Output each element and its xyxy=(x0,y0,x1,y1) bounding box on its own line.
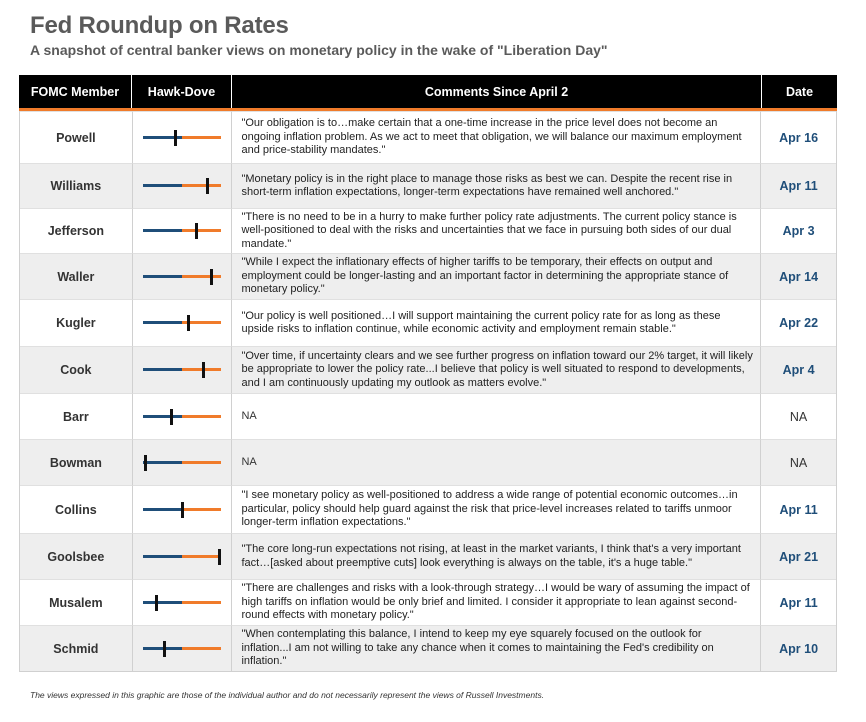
comment-text: "While I expect the inflationary effects of higher tariffs to be temporary, their effects on output and employment could be longer-lasting and an important factor in determining the appropriate stance of monetary policy." xyxy=(231,253,760,299)
hawk-dove-cell xyxy=(132,208,232,253)
member-name: Cook xyxy=(20,346,132,393)
stance-marker xyxy=(163,641,166,657)
hawk-segment xyxy=(182,275,221,278)
table-row xyxy=(20,625,836,671)
member-name: Jefferson xyxy=(20,208,132,253)
member-name: Powell xyxy=(20,111,132,163)
hawk-segment xyxy=(182,136,221,139)
page-title: Fed Roundup on Rates xyxy=(30,12,289,39)
dove-segment xyxy=(143,555,182,558)
member-name: Goolsbee xyxy=(20,533,132,579)
table-row xyxy=(20,439,836,485)
stance-marker xyxy=(210,269,213,285)
stance-marker xyxy=(206,178,209,194)
table-row xyxy=(20,533,836,579)
column-header-comments: Comments Since April 2 xyxy=(231,75,761,108)
member-name: Bowman xyxy=(20,439,132,485)
table-row xyxy=(20,346,836,393)
hawk-segment xyxy=(182,184,221,187)
comment-text: "Over time, if uncertainty clears and we see further progress on inflation toward our 2% target, it will likely be appropriate to lower the policy rate...I believe that policy is well situated to respond to developments, and I am continuously updating my outlook as matters evolve." xyxy=(231,346,760,393)
table-row xyxy=(20,253,836,299)
hawk-dove-cell xyxy=(132,625,232,671)
dove-segment xyxy=(143,415,182,418)
comment-date: Apr 11 xyxy=(760,485,836,533)
dove-segment xyxy=(143,229,182,232)
comment-date: Apr 3 xyxy=(760,208,836,253)
member-name: Schmid xyxy=(20,625,132,671)
dove-segment xyxy=(143,601,182,604)
dove-segment xyxy=(143,184,182,187)
dove-segment xyxy=(143,368,182,371)
hawk-dove-scale xyxy=(143,315,221,331)
hawk-segment xyxy=(182,415,221,418)
comment-date: Apr 16 xyxy=(760,111,836,163)
table-row xyxy=(20,208,836,253)
stance-marker xyxy=(155,595,158,611)
hawk-dove-scale xyxy=(143,549,221,565)
hawk-dove-scale xyxy=(143,223,221,239)
comment-date: Apr 4 xyxy=(760,346,836,393)
hawk-dove-cell xyxy=(132,299,232,346)
dove-segment xyxy=(143,461,182,464)
dove-segment xyxy=(143,275,182,278)
hawk-dove-scale xyxy=(143,362,221,378)
table-row xyxy=(20,163,836,208)
hawk-dove-scale xyxy=(143,409,221,425)
column-header-date: Date xyxy=(761,75,837,108)
comment-date: NA xyxy=(760,393,836,439)
hawk-dove-cell xyxy=(132,485,232,533)
dove-segment xyxy=(143,508,182,511)
hawk-dove-cell xyxy=(132,253,232,299)
stance-marker xyxy=(144,455,147,471)
hawk-segment xyxy=(182,461,221,464)
hawk-dove-cell xyxy=(132,393,232,439)
comment-text: "When contemplating this balance, I intend to keep my eye squarely focused on the outlook for inflation...I am not willing to take any chance when it comes to maintaining the Fed's credibility on inflation." xyxy=(231,625,760,671)
comment-date: NA xyxy=(760,439,836,485)
stance-marker xyxy=(187,315,190,331)
column-header-hawk-dove: Hawk-Dove xyxy=(131,75,231,108)
table-row xyxy=(20,393,836,439)
member-name: Waller xyxy=(20,253,132,299)
hawk-segment xyxy=(182,508,221,511)
footnote: The views expressed in this graphic are those of the individual author and do not necessarily represent the views of Russell Investments. xyxy=(30,690,545,700)
comment-date: Apr 14 xyxy=(760,253,836,299)
table-row xyxy=(20,485,836,533)
table-row xyxy=(20,111,836,163)
member-name: Barr xyxy=(20,393,132,439)
hawk-dove-scale xyxy=(143,178,221,194)
hawk-dove-cell xyxy=(132,346,232,393)
comment-text: "There is no need to be in a hurry to make further policy rate adjustments. The current policy stance is well-positioned to deal with the risks and uncertainties that we face in pursuing both sides of our dual mandate." xyxy=(231,208,760,253)
stance-marker xyxy=(202,362,205,378)
comment-text: NA xyxy=(231,393,760,439)
comment-date: Apr 22 xyxy=(760,299,836,346)
member-name: Collins xyxy=(20,485,132,533)
hawk-dove-cell xyxy=(132,439,232,485)
hawk-segment xyxy=(182,229,221,232)
hawk-dove-cell xyxy=(132,579,232,625)
hawk-dove-cell xyxy=(132,111,232,163)
stance-marker xyxy=(218,549,221,565)
comment-text: "The core long-run expectations not rising, at least in the market variants, I think that's a very important fact…[asked about preemptive cuts] look everything is always on the table, it's a huge table." xyxy=(231,533,760,579)
table-row xyxy=(20,579,836,625)
table-header xyxy=(19,75,837,111)
hawk-dove-scale xyxy=(143,641,221,657)
hawk-segment xyxy=(182,647,221,650)
dove-segment xyxy=(143,321,182,324)
hawk-dove-cell xyxy=(132,163,232,208)
hawk-segment xyxy=(182,601,221,604)
comment-text: "I see monetary policy as well-positioned to address a wide range of potential economic outcomes…in particular, policy should help guard against the risk that price-level increases related to tariffs unmoor longer-term inflation expectations." xyxy=(231,485,760,533)
column-header-member: FOMC Member xyxy=(30,84,120,99)
hawk-segment xyxy=(182,555,221,558)
member-name: Kugler xyxy=(20,299,132,346)
comment-text: "Our obligation is to…make certain that a one-time increase in the price level does not become an ongoing inflation problem. As we act to meet that obligation, we will balance our maximum employment and price-stability mandates." xyxy=(231,111,760,163)
hawk-dove-scale xyxy=(143,595,221,611)
page-subtitle: A snapshot of central banker views on monetary policy in the wake of "Liberation Day" xyxy=(30,42,608,58)
comment-text: "There are challenges and risks with a look-through strategy…I would be wary of assuming the impact of high tariffs on inflation would be only brief and limited. I consider it appropriate to lean against second-round effects with monetary policy." xyxy=(231,579,760,625)
comment-date: Apr 21 xyxy=(760,533,836,579)
hawk-dove-scale xyxy=(143,130,221,146)
hawk-dove-scale xyxy=(143,455,221,471)
comment-text: "Monetary policy is in the right place to manage those risks as best we can. Despite the recent rise in short-term inflation expectations, longer-term expectations have remained well anchored." xyxy=(231,163,760,208)
hawk-dove-scale xyxy=(143,269,221,285)
stance-marker xyxy=(174,130,177,146)
fomc-table xyxy=(19,75,837,672)
table-body xyxy=(19,111,837,672)
comment-date: Apr 10 xyxy=(760,625,836,671)
hawk-dove-scale xyxy=(143,502,221,518)
comment-date: Apr 11 xyxy=(760,163,836,208)
table-row xyxy=(20,299,836,346)
hawk-dove-cell xyxy=(132,533,232,579)
stance-marker xyxy=(195,223,198,239)
comment-date: Apr 11 xyxy=(760,579,836,625)
comment-text: "Our policy is well positioned…I will support maintaining the current policy rate for as long as these upside risks to inflation continue, while economic activity and employment remain stable." xyxy=(231,299,760,346)
member-name: Williams xyxy=(20,163,132,208)
stance-marker xyxy=(170,409,173,425)
comment-text: NA xyxy=(231,439,760,485)
stance-marker xyxy=(181,502,184,518)
member-name: Musalem xyxy=(20,579,132,625)
